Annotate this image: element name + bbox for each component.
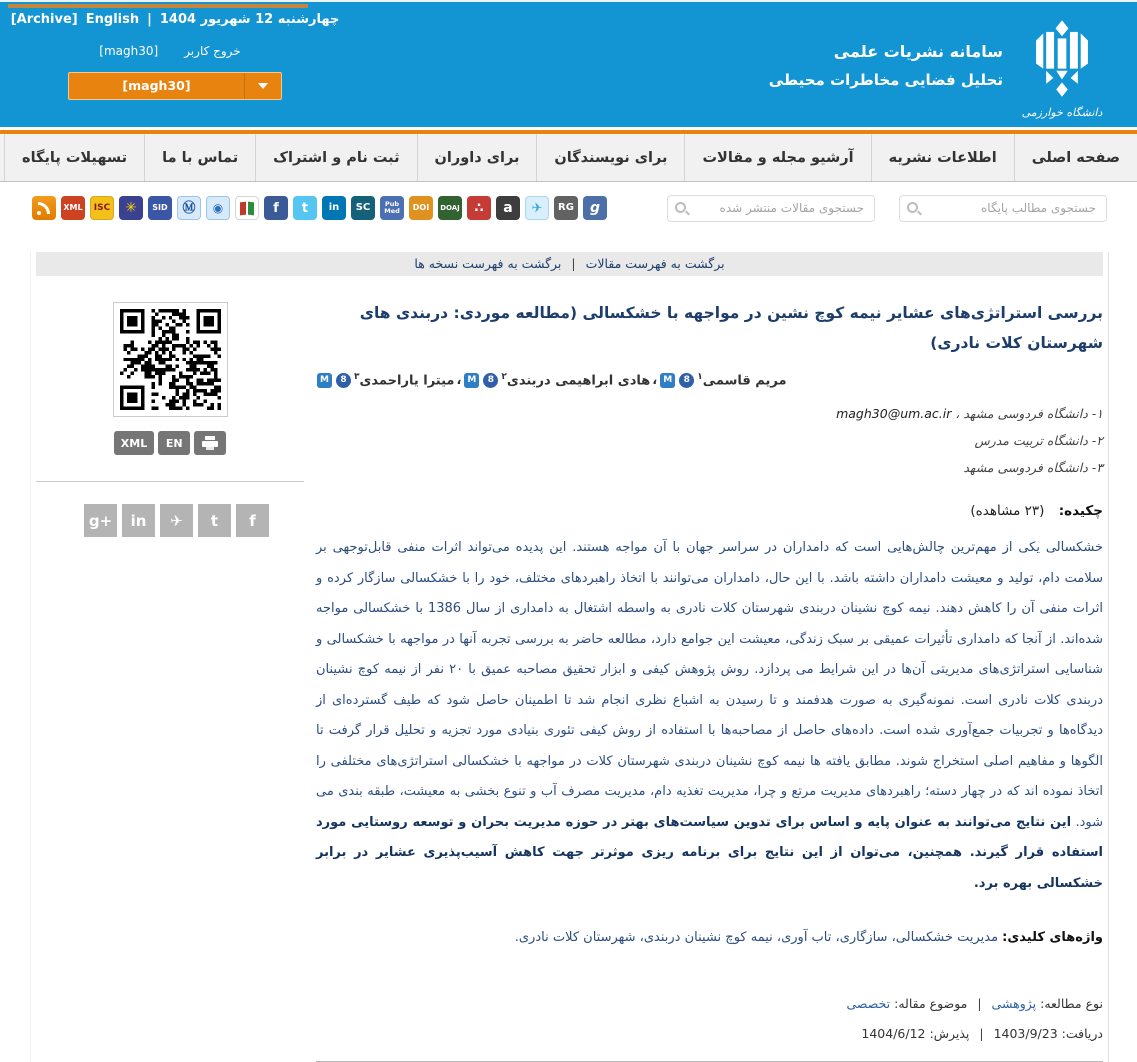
share-icons-row [36,504,304,537]
published-articles-search [667,195,875,222]
current-date: چهارشنبه 12 شهریور 1404 [159,12,340,27]
published-articles-search-input[interactable] [667,195,875,222]
study-type-label: نوع مطالعه: [1040,996,1103,1012]
header-lang-row [0,12,340,27]
journal-book-icon[interactable] [235,196,259,220]
xml-feed-icon[interactable]: XML [61,196,85,220]
nav-item-archive[interactable]: آرشیو مجله و مقالات [684,134,870,181]
search-icon[interactable] [907,202,920,215]
en-button[interactable]: EN [158,431,190,455]
subject-label: موضوع مقاله: [894,996,968,1012]
study-type-link[interactable]: پژوهشی [991,996,1037,1012]
telegram-share-icon[interactable]: ✈ [160,504,193,537]
received-date: 1403/9/23 [993,1026,1058,1042]
username-link[interactable]: [magh30] [99,44,159,58]
affiliation-line: ۲- دانشگاه تربیت مدرس [974,433,1103,449]
site-title: سامانه نشریات علمی [833,42,1003,61]
keywords-row [316,925,1103,951]
telegram-icon[interactable]: ✈ [525,196,549,220]
article-action-buttons [36,431,304,455]
nav-item-for-reviewers[interactable]: برای داوران [417,134,537,181]
page-container [30,252,1109,1062]
university-logo[interactable] [1017,20,1107,119]
author-name[interactable]: میترا یاراحمدی$^۳$ [354,372,455,389]
linkedin-share-icon[interactable]: in [122,504,155,537]
scholar-8-icon[interactable]: 8 [679,373,694,388]
aside-divider [36,481,304,482]
abstract-conclusion: این نتایج می‌توانند به عنوان پایه و اساس برای تدوین سیاست‌های بهتر در حوزه مدیریت بحران و توسعه روستایی مورد استفاده قرار گیرند. همچنین، می‌توان از این نتایج برای برنامه ریزی موثرتر جهت کاهش آسیب‌پذیری عشایر در برابر خشکسالی بهره برد. [316,814,1103,891]
nav-item-registration[interactable]: ثبت نام و اشتراک [255,134,416,181]
google-scholar-icon[interactable]: g [583,196,607,220]
affiliations [316,400,1103,481]
search-icon[interactable] [675,202,688,215]
article-content [36,276,1103,1062]
m-flag-icon[interactable]: M [660,373,675,388]
magiran-icon[interactable]: Ⓜ [177,196,201,220]
eye-icon[interactable]: ◉ [206,196,230,220]
facebook-icon[interactable]: f [264,196,288,220]
academia-icon[interactable]: a [496,196,520,220]
print-button[interactable] [194,431,226,455]
topbar-separator: | [147,12,152,27]
english-link[interactable]: English [85,12,140,27]
meta-dates-row [316,1019,1103,1049]
abstract-text [316,533,1103,899]
author-name[interactable]: هادی ابراهیمی دربندی$^۲$ [501,372,651,389]
keywords-list[interactable]: مدیریت خشکسالی، سازگاری، تاب آوری، نیمه کوچ نشینان دربندی، شهرستان کلات نادری. [514,930,1003,946]
twitter-share-icon[interactable]: t [198,504,231,537]
author-name[interactable]: مریم قاسمی$^۱$ [697,372,787,389]
search-area [667,195,1107,222]
isc-icon[interactable]: ISC [90,196,114,220]
author-separator: ، [456,372,462,388]
logo-caption: دانشگاه خوارزمی [1021,106,1103,119]
googleplus-share-icon[interactable]: g+ [84,504,117,537]
nav-item-journal-info[interactable]: اطلاعات نشریه [871,134,1014,181]
chevron-down-icon[interactable] [244,73,281,99]
header-accent-line [8,4,308,8]
twitter-icon[interactable]: t [293,196,317,220]
scholar-8-icon[interactable]: 8 [336,373,351,388]
scholar-8-icon[interactable]: 8 [483,373,498,388]
article-meta [316,989,1103,1049]
site-search-input[interactable] [899,195,1107,222]
xml-button[interactable]: XML [114,431,154,455]
brand-text [769,42,1003,89]
meta-separator: | [977,996,982,1012]
user-dropdown[interactable] [68,72,282,100]
accepted-label: پذیرش: [929,1026,970,1042]
subject-link[interactable]: تخصصی [846,996,891,1012]
header-user-area [0,12,340,100]
main-navigation-wrap [0,130,1137,182]
m-flag-icon[interactable]: M [464,373,479,388]
facebook-share-icon[interactable]: f [236,504,269,537]
site-search [899,195,1107,222]
abstract-header [316,503,1103,519]
social-icons-row [32,196,607,220]
nav-item-for-authors[interactable]: برای نویسندگان [536,134,684,181]
pubmed-icon[interactable]: Pub Med [380,196,404,220]
university-emblem-icon [1026,20,1098,100]
doi-icon[interactable]: DOI [409,196,433,220]
nav-item-site-facilities[interactable]: تسهیلات پایگاه [4,134,144,181]
breadcrumb-separator: | [571,256,576,271]
nav-item-contact[interactable]: تماس با ما [144,134,255,181]
breadcrumb [36,252,1103,276]
journal-title: تحلیل فضایی مخاطرات محیطی [768,71,1003,89]
keywords-label: واژه‌های کلیدی: [1002,930,1103,946]
authors-row [316,372,1103,388]
brand-area [769,20,1107,119]
affiliation-line: ۳- دانشگاه فردوسی مشهد [963,460,1103,476]
rss-icon[interactable] [32,196,56,220]
mendeley-icon[interactable]: ∴ [467,196,491,220]
qr-code [113,302,228,417]
abstract-body: خشکسالی یکی از مهم‌ترین چالش‌هایی است که دامداران در سراسر جهان با آن مواجه هستند. این پدیده می‌تواند اثرات منفی قابل‌توجهی بر سلامت دام، تولید و معیشت دامداران داشته باشد. با این حال، دامداران می‌توانند با اتخاذ راهبردهای مختلف، خود را با خشکسالی سازگار کرده و اثرات منفی آن را کاهش دهند. نیمه کوچ نشینان دربندی شهرستان کلات نادری به واسطه اشتغال به دامداری از سال 1386 با خشکسالی مواجه شده‌اند. از آنجا که دامداری تأثیرات عمیقی بر سبک زندگی، معیشت این جوامع دارد، مطالعه حاضر به بررسی تجربه آنها در مواجهه با خشکسالی و شناسایی استراتژی‌های مدیریتی آن‌ها در این شرایط می پردازد. روش پژوهش کیفی و ابزار تحقیق مصاحبه عمیق با ۲۰ نفر از نیمه کوچ نشینان دربندی کلات نادری است. نمونه‌گیری به صورت هدفمند و تا رسیدن به اشباع نظری انجام شد تا اطمینان حاصل شود که طیف گسترده‌ای از دیدگاه‌ها و تجربیات جمع‌آوری شده است. داده‌های حاصل از مصاحبه‌ها با استفاده از روش کیفی تئوری بنیادی مورد تجزیه و تحلیل قرار گرفت تا الگوها و مفاهیم اصلی استخراج شوند. مطابق یافته ها نیمه کوچ نشینان دربندی شهرستان کلات در مواجهه با خشکسالی استراتژی‌های مختلفی را اتخاذ نموده اند که در چهار دسته؛ راهبردهای مدیریت مرتع و چرا، مدیریت تغذیه دام، مدیریت مصرف آب و تنوع بخشی به معیشت، طبقه بندی می شود. [316,540,1103,830]
accepted-date: 1404/6/12 [861,1026,926,1042]
civilica-star-icon[interactable]: ✳ [119,196,143,220]
linkedin-icon[interactable]: in [322,196,346,220]
meta-separator: | [979,1026,984,1042]
doaj-icon[interactable]: DOAJ [438,196,462,220]
article-title: بررسی استراتژی‌های عشایر نیمه کوچ نشین در مواجهه با خشکسالی (مطالعه موردی: دربندی های شهرستان کلات نادری) [359,304,1103,352]
logout-link[interactable]: خروج کاربر [184,44,241,58]
back-to-issues-link[interactable]: برگشت به فهرست نسخه ها [414,256,562,271]
site-header [0,2,1137,127]
nav-item-home[interactable]: صفحه اصلی [1014,134,1137,181]
article-main-column [304,296,1103,1062]
m-flag-icon[interactable]: M [317,373,332,388]
researchgate-icon[interactable]: RG [554,196,578,220]
meta-type-row [316,989,1103,1019]
scopus-icon[interactable]: SC [351,196,375,220]
printer-icon [202,436,218,450]
main-navigation [0,134,1137,181]
toolbar [0,182,1137,234]
nav-item-inpress-archive[interactable] [0,134,4,181]
user-dropdown-label: [magh30] [122,78,191,93]
received-label: دریافت: [1061,1026,1103,1042]
article-aside-column [36,296,304,1062]
header-session-row [0,44,340,58]
abstract-label: چکیده: [1058,503,1103,520]
author-separator: ، [652,372,658,388]
author-email-link[interactable]: magh30@um.ac.ir [836,406,952,422]
archive-link[interactable]: [Archive] [10,12,78,27]
sid-icon[interactable]: SID [148,196,172,220]
views-count: (۲۳ مشاهده) [970,503,1045,520]
back-to-articles-link[interactable]: برگشت به فهرست مقالات [585,256,725,271]
affiliation-line: ۱- دانشگاه فردوسی مشهد ، magh30@um.ac.ir [836,406,1103,422]
